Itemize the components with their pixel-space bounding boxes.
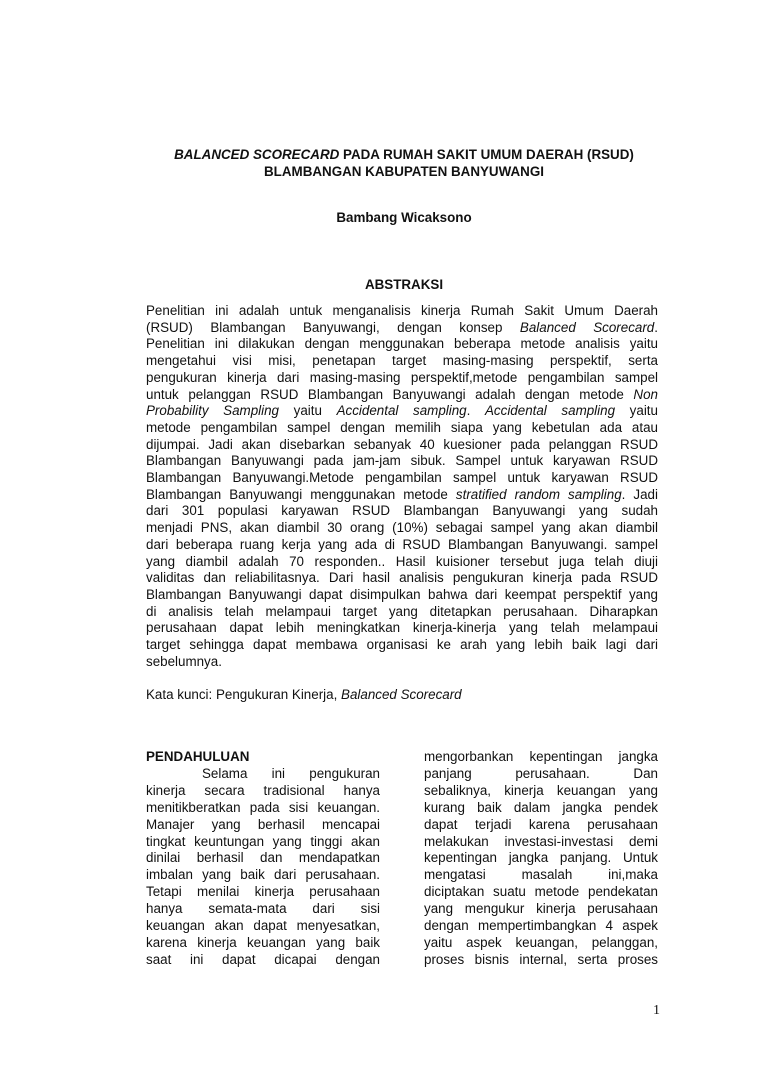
abstract-text: yaitu — [279, 403, 337, 419]
body-line: keuangan akan dapat menyesatkan, — [146, 918, 380, 934]
abstract-line — [146, 303, 658, 320]
intro-right-column — [424, 749, 658, 969]
title-rest-part: PADA RUMAH SAKIT UMUM DAERAH (RSUD) — [339, 147, 634, 162]
page-number: 1 — [653, 1003, 660, 1018]
body-line: karena kinerja keuangan yang baik — [146, 934, 380, 950]
body-line: Manajer yang berhasil mencapai — [146, 816, 380, 832]
body-line: diciptakan suatu metode pendekatan — [424, 884, 658, 900]
abstract-text: . — [466, 403, 485, 419]
abstract-line — [146, 537, 658, 554]
abstract-text: pengukuran kinerja dari masing-masing perspektif,metode pengambilan sampel — [146, 369, 658, 385]
abstract-text: metode pengambilan sampel dengan memilih siapa yang kebetulan ada atau — [146, 419, 658, 435]
abstract-text: Blambangan Banyuwangi pada jam-jam sibuk. Sampel untuk karyawan RSUD — [146, 453, 658, 469]
intro-left-text — [146, 766, 380, 969]
abstract-text: yang diambil adalah 70 responden.. Hasil kuisioner tersebut juga telah diuji — [146, 553, 658, 569]
body-line: Tetapi menilai kinerja perusahaan — [146, 884, 380, 900]
abstract-text: dari beberapa ruang kerja yang ada di RSUD Blambangan Banyuwangi. sampel — [146, 536, 658, 552]
intro-left-column — [146, 749, 380, 969]
body-line: dinilai berhasil dan mendapatkan — [146, 850, 380, 866]
abstract-line — [146, 503, 658, 520]
abstract-italic-term: stratified random sampling — [455, 486, 622, 502]
abstract-line — [146, 420, 658, 437]
abstract-text: target sehingga dapat membawa organisasi ke arah yang lebih baik lagi dari — [146, 637, 658, 653]
body-line: yang mengukur kinerja perusahaan — [424, 901, 658, 917]
body-line: mengorbankan kepentingan jangka — [424, 749, 658, 764]
body-line: kurang baik dalam jangka pendek — [424, 799, 658, 815]
body-line: saat ini dapat dicapai dengan — [146, 951, 380, 967]
abstract-italic-term: Accidental sampling — [336, 403, 467, 419]
abstract-line — [146, 554, 658, 571]
keywords — [146, 686, 658, 703]
abstract-text: perusahaan dapat lebih meningkatkan kinerja-kinerja yang telah melampaui — [146, 620, 658, 636]
body-line: dengan mempertimbangkan 4 aspek — [424, 918, 658, 934]
body-line: tingkat keuntungan yang tinggi akan — [146, 833, 380, 849]
abstract-line — [146, 620, 658, 637]
abstract-line — [146, 336, 658, 353]
abstract-line — [146, 453, 658, 470]
abstract-line — [146, 370, 658, 387]
abstract-text: Penelitian ini adalah untuk menganalisis kinerja Rumah Sakit Umum Daerah — [146, 303, 658, 318]
abstract-text: untuk pelanggan RSUD Blambangan Banyuwangi adalah dengan metode — [146, 386, 634, 402]
abstract-line — [146, 470, 658, 487]
abstract-line — [146, 637, 658, 654]
abstract-italic-term: Balanced Scorecard — [519, 319, 655, 335]
abstract-line — [146, 353, 658, 370]
title-line-2: BLAMBANGAN KABUPATEN BANYUWANGI — [264, 164, 544, 179]
abstract-text: dari 301 populasi karyawan RSUD Blambangan Banyuwangi yang sudah — [146, 503, 658, 519]
keywords-italic: Balanced Scorecard — [341, 687, 462, 702]
body-line: kinerja secara tradisional hanya — [146, 782, 380, 798]
abstract-text: di analisis telah melampaui target yang ditetapkan perusahaan. Diharapkan — [146, 603, 658, 619]
abstract-text: mengetahui visi misi, penetapan target masing-masing perspektif, serta — [146, 353, 658, 369]
abstract-text: . — [654, 319, 658, 335]
abstract-text: menjadi PNS, akan diambil 30 orang (10%) sebagai sampel yang akan diambil — [146, 520, 658, 536]
abstract-text: dijumpai. Jadi akan disebarkan sebanyak 40 kuesioner pada pelanggan RSUD — [146, 436, 658, 452]
abstract-line — [146, 387, 658, 404]
title-line-1 — [140, 146, 668, 163]
abstract-text: Penelitian ini dilakukan dengan menggunakan beberapa metode analisis yaitu — [146, 336, 658, 352]
abstract-line — [146, 587, 658, 604]
section-heading-pendahuluan: PENDAHULUAN — [146, 749, 250, 764]
abstract-line — [146, 570, 658, 587]
body-line: proses bisnis internal, serta proses — [424, 951, 658, 967]
abstract-italic-term: Non — [633, 386, 658, 402]
abstract-text: (RSUD) Blambangan Banyuwangi, dengan konsep — [146, 319, 520, 335]
abstract-text: . Jadi — [621, 486, 658, 502]
body-line: imbalan yang baik dari perusahaan. — [146, 867, 380, 883]
abstract-line — [146, 403, 658, 420]
abstract-line — [146, 437, 658, 454]
abstract-text: Blambangan Banyuwangi.Metode pengambilan sampel untuk karyawan RSUD — [146, 470, 658, 486]
abstract-line — [146, 604, 658, 621]
body-line: yaitu aspek keuangan, pelanggan, — [424, 934, 658, 950]
abstract-text: Blambangan Banyuwangi menggunakan metode — [146, 486, 456, 502]
body-line: dapat terjadi karena perusahaan — [424, 816, 658, 832]
abstract-italic-term: Accidental sampling — [485, 403, 616, 419]
paper-title — [140, 146, 668, 180]
body-line: melakukan investasi-investasi demi — [424, 833, 658, 849]
abstract-text: yaitu — [615, 403, 658, 419]
body-line: menitikberatkan pada sisi keuangan. — [146, 799, 380, 815]
body-line: mengatasi masalah ini,maka — [424, 867, 658, 883]
abstract-line — [146, 654, 658, 671]
abstract-text: Blambangan Banyuwangi dapat disimpulkan bahwa dari keempat perspektif yang — [146, 586, 658, 602]
title-italic-part: BALANCED SCORECARD — [174, 147, 340, 162]
body-line: panjang perusahaan. Dan — [424, 765, 658, 781]
abstract-heading: ABSTRAKSI — [364, 277, 444, 292]
body-line: hanya semata-mata dari sisi — [146, 901, 380, 917]
abstract-line — [146, 487, 658, 504]
abstract-line — [146, 520, 658, 537]
author-name: Bambang Wicaksono — [336, 210, 472, 225]
abstract-body — [146, 303, 658, 670]
abstract-italic-term: Probability Sampling — [146, 403, 279, 419]
body-line: kepentingan jangka panjang. Untuk — [424, 850, 658, 866]
abstract-text: validitas dan reliabilitasnya. Dari hasil analisis pengukuran kinerja pada RSUD — [146, 570, 658, 586]
body-line: Selama ini pengukuran — [202, 765, 380, 781]
abstract-line — [146, 320, 658, 337]
keywords-label: Kata kunci: Pengukuran Kinerja, — [146, 687, 342, 702]
body-line: sebaliknya, kinerja keuangan yang — [424, 782, 658, 798]
abstract-text: sebelumnya. — [146, 653, 222, 669]
